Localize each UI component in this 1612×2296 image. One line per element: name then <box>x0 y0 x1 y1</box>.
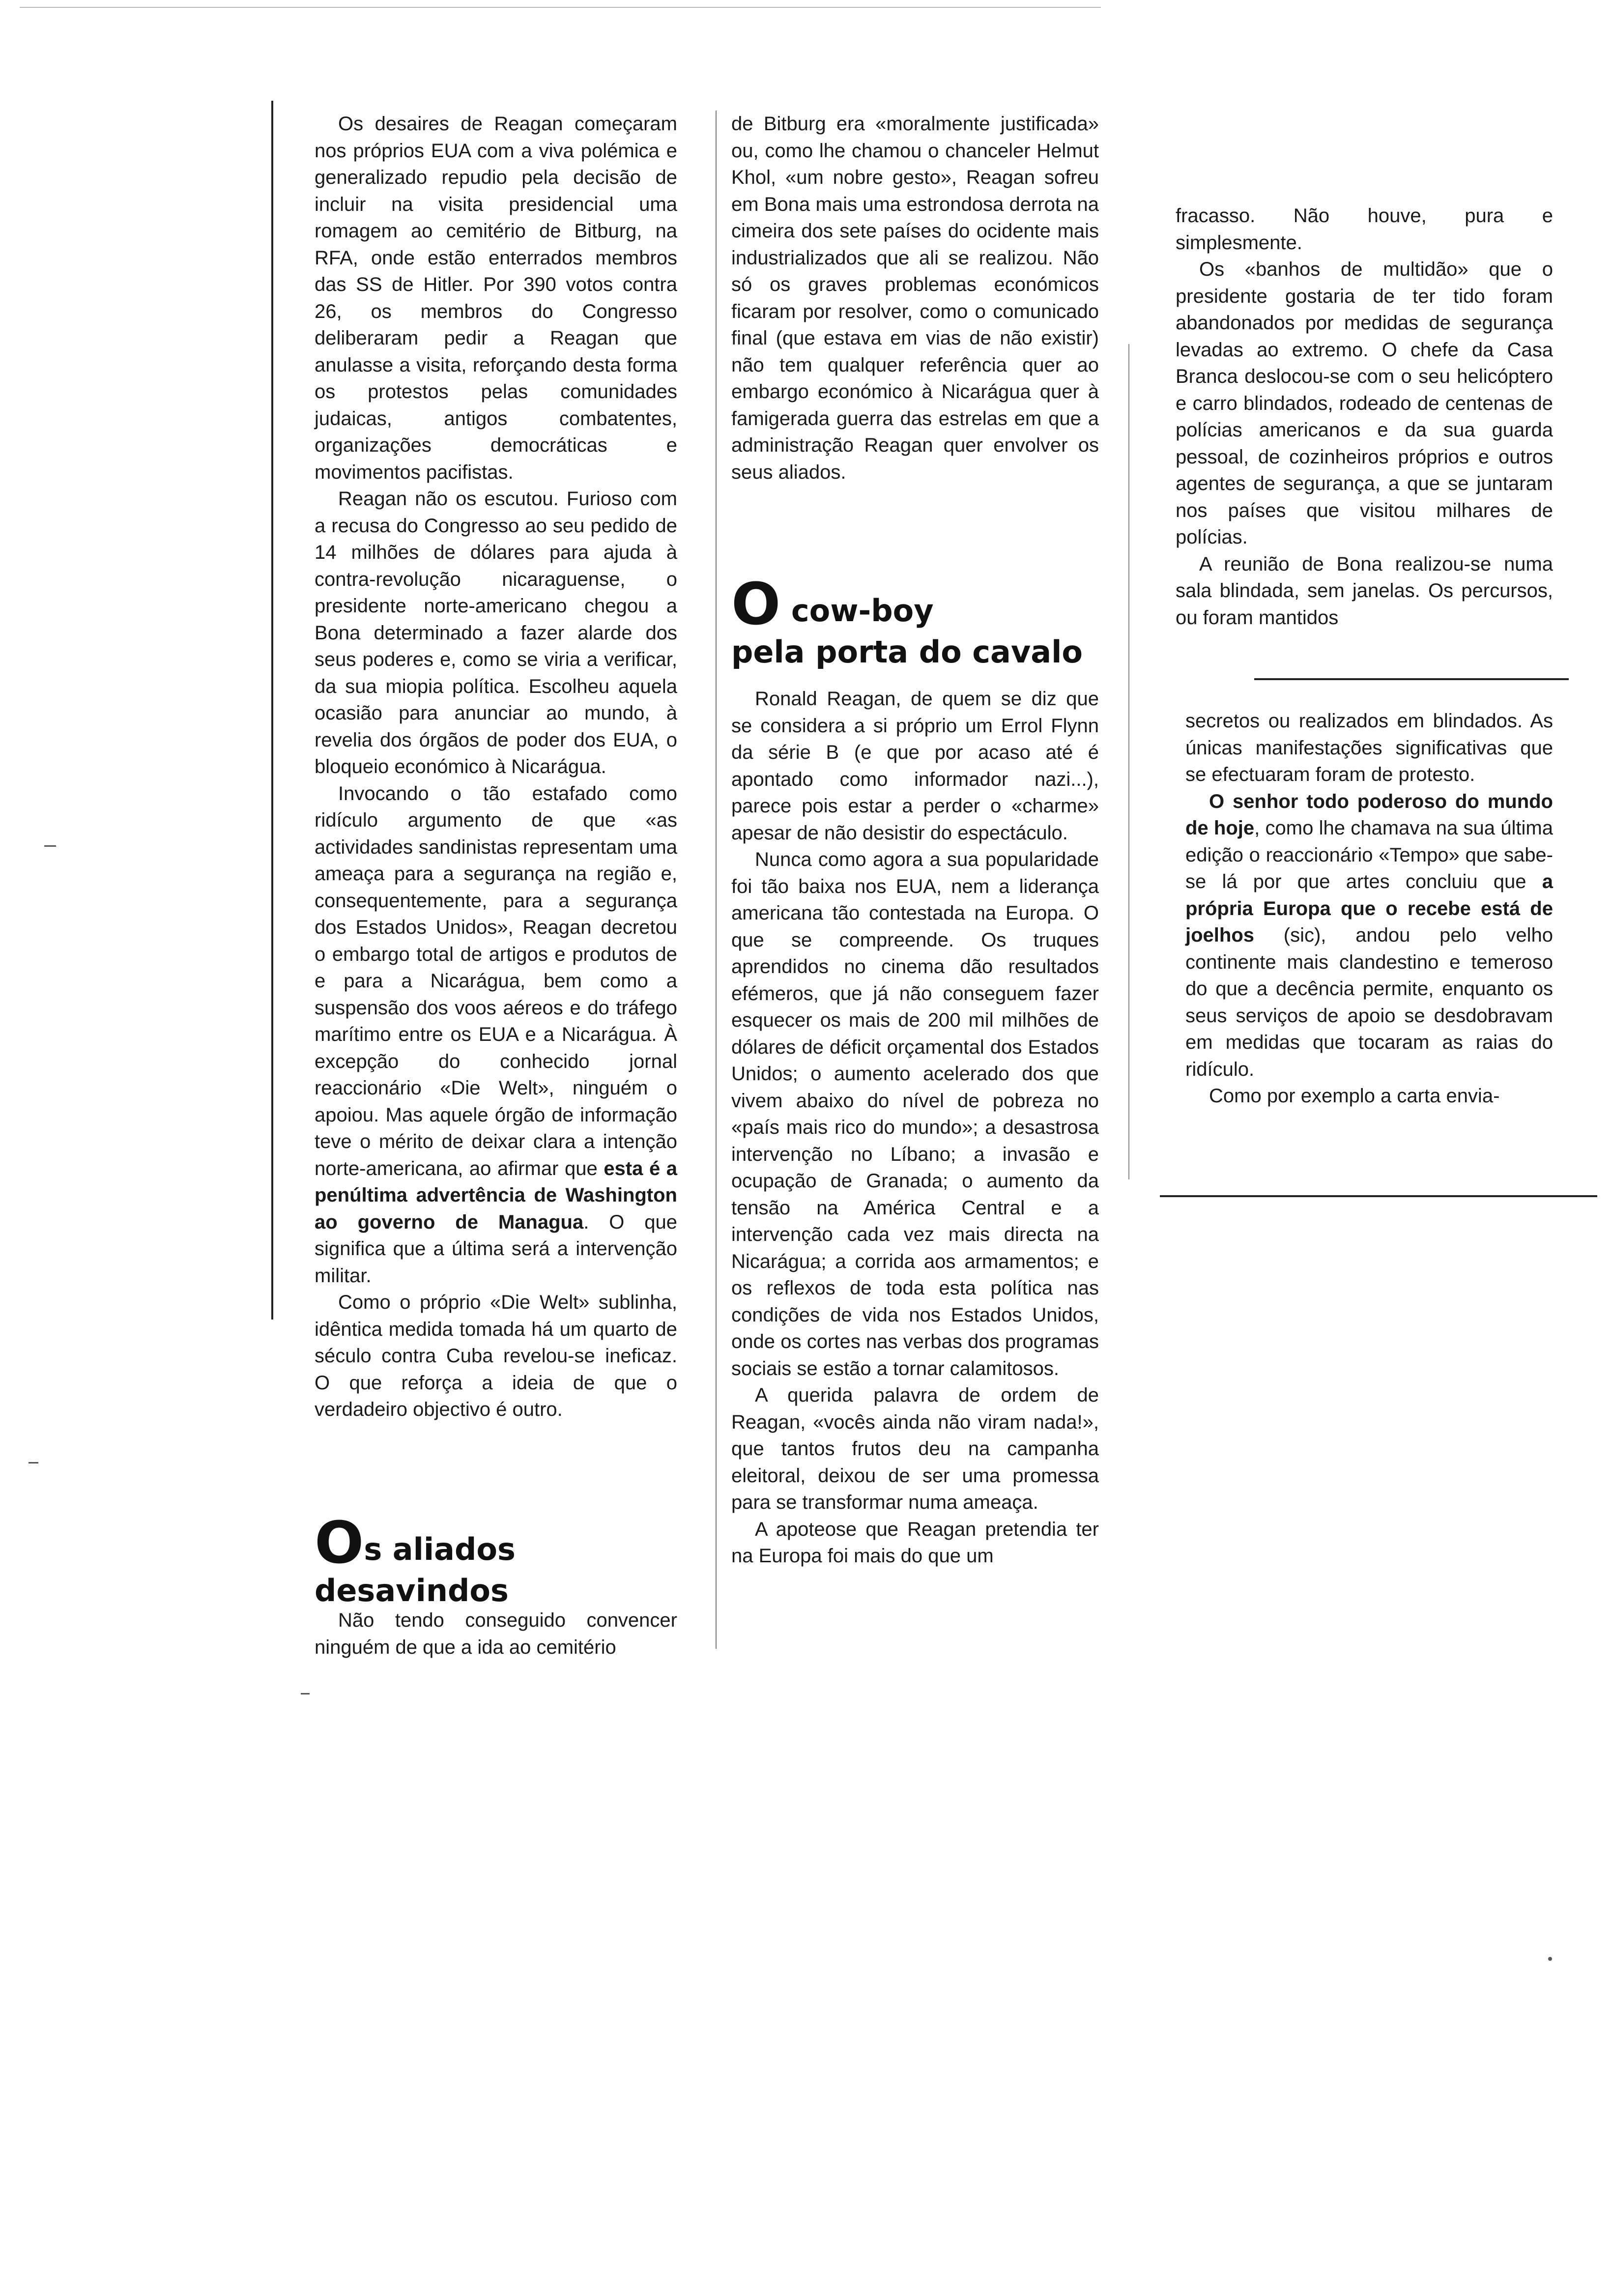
paragraph: secretos ou realizados em blindados. As únicas manifestações significativas que se efectuaram foram de protesto. <box>1185 710 1553 785</box>
paragraph: de Bitburg era «moralmente justificada» ou, como lhe chamou o chanceler Helmut Khol, «um nobre gesto», Reagan sofreu em Bona mais uma estrondosa derrota na cimeira dos sete países do ocidente mais industrializados que ali se realizou. Não só os graves problemas económicos ficaram por resolver, como o comunicado final (que estava em vias de não existir) não tem qualquer referência quer ao embargo económico à Nicarágua quer à famigerada guerra das estrelas em que a administração Reagan quer envolver os seus aliados. <box>731 113 1099 483</box>
paragraph: A reunião de Bona realizou-se numa sala blindada, sem janelas. Os percursos, ou foram mantidos <box>1176 553 1553 629</box>
paragraph: fracasso. Não houve, pura e simplesmente. <box>1176 205 1553 254</box>
article-column-3 <box>1176 202 1553 631</box>
article-column-2-continued <box>731 686 1099 1570</box>
scan-speck <box>301 1693 310 1694</box>
paragraph: Nunca como agora a sua popularidade foi tão baixa nos EUA, nem a liderança americana tão contestada na Europa. O que se compreende. Os truques aprendidos no cinema dão resultados efémeros, que já não conseguem fazer esquecer os mais de 200 mil milhões de dólares de déficit orçamental dos Estados Unidos; o aumento acelerado dos que vivem abaixo do nível de pobreza no «país mais rico do mundo»; a desastrosa intervenção no Líbano; a invasão e ocupação de Granada; o aumento da tensão na América Central e a intervenção cada vez mais directa na Nicarágua; a corrida aos armamentos; e os reflexos de toda esta política nas condições de vida nos Estados Unidos, onde os cortes nas verbas dos programas sociais se estão a tornar calamitosos. <box>731 849 1099 1379</box>
article-column-3-continued <box>1185 708 1553 1110</box>
column-separator <box>1128 344 1129 1179</box>
paragraph: Como por exemplo a carta envia- <box>1209 1085 1500 1107</box>
section-heading-aliados: Os aliados desavindos <box>315 1509 516 1608</box>
top-scan-line <box>20 7 1101 8</box>
scan-speck <box>44 845 56 847</box>
paragraph: O senhor todo poderoso do mundo de hoje, como lhe chamava na sua última edição o reaccionário «Tempo» que sabe-se lá por que artes concluiu que a própria Europa que o recebe está de joelhos (sic), andou pelo velho continente mais clandestino e temeroso do que a decência permite, enquanto os seus serviços de apoio se desdobravam em medidas que tocaram as raias do ridículo. <box>1185 790 1553 1080</box>
article-column-1-continued <box>315 1607 677 1661</box>
paragraph: Como o próprio «Die Welt» sublinha, idêntica medida tomada há um quarto de século contra Cuba revelou-se ineficaz. O que reforça a ideia de que o verdadeiro objectivo é outro. <box>315 1292 677 1420</box>
paragraph: Os desaires de Reagan começaram nos próprios EUA com a viva polémica e generalizado repudio pela decisão de incluir na visita presidencial uma romagem ao cemitério de Bitburg, na RFA, onde estão enterrados membros das SS de Hitler. Por 390 votos contra 26, os membros do Congresso deliberaram pedir a Reagan que anulasse a visita, reforçando desta forma os protestos pelas comunidades judaicas, antigos combatentes, organizações democráticas e movimentos pacifistas. <box>315 113 677 483</box>
paragraph: Reagan não os escutou. Furioso com a recusa do Congresso ao seu pedido de 14 milhões de dólares para ajuda à contra-revolução nicaraguense, o presidente norte-americano chegou a Bona determinado a fazer alarde dos seus poderes e, como se viria a verificar, da sua miopia política. Escolheu aquela ocasião para anunciar ao mundo, à revelia dos órgãos de poder dos EUA, o bloqueio económico à Nicarágua. <box>315 488 677 777</box>
paragraph: Os «banhos de multidão» que o presidente gostaria de ter tido foram abandonados por medidas de segurança levadas ao extremo. O chefe da Casa Branca deslocou-se com o seu helicóptero e carro blindados, rodeado de centenas de polícias americanos e da sua guarda pessoal, de cozinheiros próprios e outros agentes de segurança, a que se juntaram nos países que visitou milhares de polícias. <box>1176 258 1553 548</box>
scan-speck <box>29 1462 38 1464</box>
section-break-rule <box>1254 678 1569 680</box>
article-column-2 <box>731 111 1099 486</box>
paragraph: Ronald Reagan, de quem se diz que se considera a si próprio um Errol Flynn da série B (e que por acaso até é apontado como informador nazi...), parece pois estar a perder o «charme» apesar de não desistir do espectáculo. <box>731 688 1099 844</box>
scan-speck <box>1548 1957 1552 1961</box>
paragraph: A querida palavra de ordem de Reagan, «vocês ainda não viram nada!», que tantos frutos deu na campanha eleitoral, deixou de ser uma promessa para se transformar numa ameaça. <box>731 1384 1099 1513</box>
paragraph: Invocando o tão estafado como ridículo argumento de que «as actividades sandinistas representam uma ameaça para a segurança na região e, consequentemente, para a segurança dos Estados Unidos», Reagan decretou o embargo total de artigos e produtos de e para a Nicarágua, bem como a suspensão dos voos aéreos e do tráfego marítimo entre os EUA e a Nicarágua. À excepção do conhecido jornal reaccionário «Die Welt», ninguém o apoiou. Mas aquele órgão de informação teve o mérito de deixar clara a intenção norte-americana, ao afirmar que esta é a penúltima advertência de Washington ao governo de Managua. O que significa que a última será a intervenção militar. <box>315 782 677 1287</box>
left-margin-rule <box>271 101 273 1320</box>
paragraph: Não tendo conseguido convencer ninguém de que a ida ao cemitério <box>315 1609 677 1658</box>
paragraph: A apoteose que Reagan pretendia ter na Europa foi mais do que um <box>731 1518 1099 1567</box>
article-column-1 <box>315 111 677 1423</box>
section-heading-cowboy: O cow-boy pela porta do cavalo <box>731 570 1083 670</box>
bottom-rule <box>1160 1195 1597 1197</box>
column-separator <box>716 111 717 1649</box>
